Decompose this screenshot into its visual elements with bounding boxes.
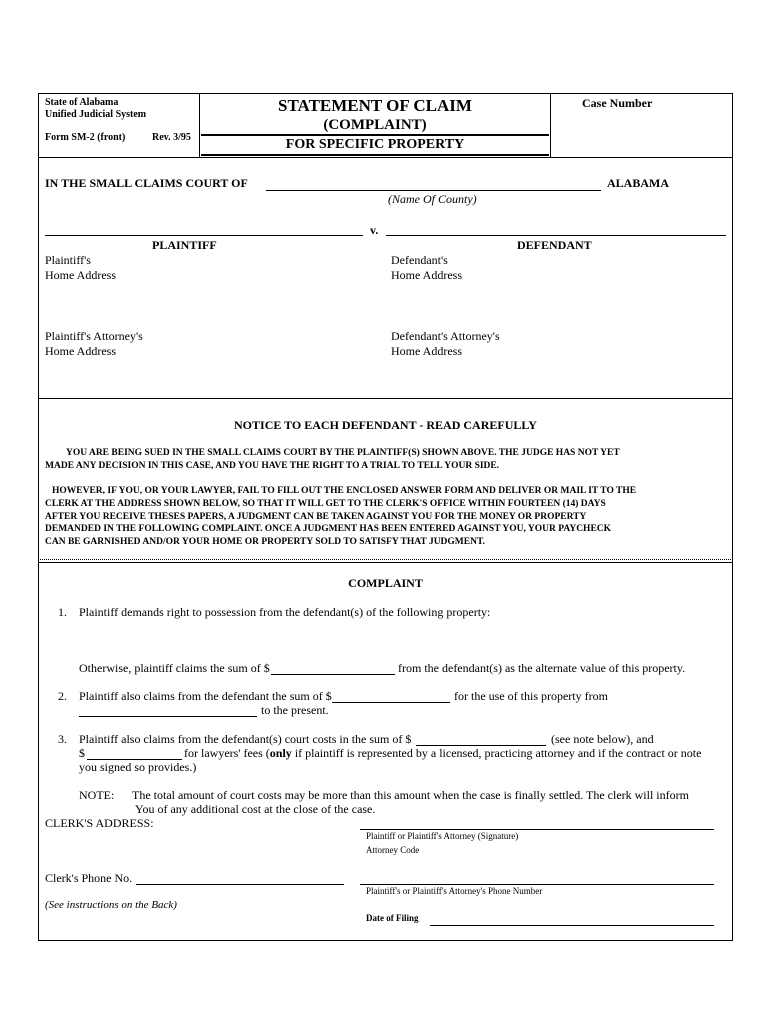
item3-text-c: for lawyers' fees (	[184, 746, 270, 760]
item2-text-b: for the use of this property from	[454, 689, 608, 703]
item3-text-e: you signed so provides.)	[79, 760, 197, 774]
plaintiff-phone-field[interactable]	[360, 884, 714, 885]
rev-label: Rev. 3/95	[152, 132, 191, 143]
signature-field[interactable]	[360, 829, 714, 830]
use-sum-field[interactable]	[332, 702, 450, 703]
form-subtitle: (COMPLAINT)	[323, 117, 427, 133]
notice-divider-2	[38, 562, 733, 563]
parties-divider	[38, 398, 733, 399]
clerk-phone-label: Clerk's Phone No.	[45, 871, 133, 885]
item2-text-a: Plaintiff also claims from the defendant the sum of $	[79, 689, 332, 703]
case-number-label: Case Number	[582, 96, 653, 110]
notice-p2-line3: AFTER YOU RECEIVE THESES PAPERS, A JUDGMENT CAN BE TAKEN AGAINST YOU FOR THE MONEY OR PROPERTY	[45, 512, 587, 522]
attorney-code-caption: Attorney Code	[366, 845, 420, 855]
header-divider	[38, 157, 733, 158]
plaintiff-atty-label-1: Plaintiff's Attorney's	[45, 329, 143, 343]
system-label: Unified Judicial System	[45, 109, 147, 120]
signature-caption: Plaintiff or Plaintiff's Attorney (Signature)	[366, 831, 519, 841]
item3-text-d: if plaintiff is represented by a licensed, practicing attorney and if the contract or note	[291, 746, 702, 760]
notice-p2-line4: DEMANDED IN THE FOLLOWING COMPLAINT. ONCE A JUDGMENT HAS BEEN ENTERED AGAINST YOU, YOUR PAYCHECK	[45, 524, 612, 534]
form-title: STATEMENT OF CLAIM	[278, 96, 472, 115]
plaintiff-name-field[interactable]	[45, 235, 363, 236]
notice-p1-line1: YOU ARE BEING SUED IN THE SMALL CLAIMS COURT BY THE PLAINTIFF(S) SHOWN ABOVE. THE JUDGE HAS NOT YET	[66, 448, 620, 458]
court-suffix: ALABAMA	[607, 176, 669, 190]
item3-number: 3.	[58, 732, 67, 746]
date-of-filing-field[interactable]	[430, 925, 714, 926]
notice-p2-line2: CLERK AT THE ADDRESS SHOWN BELOW, SO THAT IT WILL GET TO THE CLERK'S OFFICE WITHIN FOURTEEN (14) DAYS	[45, 499, 606, 509]
state-label: State of Alabama	[45, 97, 119, 108]
subtitle2-rule	[201, 154, 549, 156]
notice-p1-line2: MADE ANY DECISION IN THIS CASE, AND YOU HAVE THE RIGHT TO A TRIAL TO TELL YOUR SIDE.	[45, 461, 500, 471]
item3-dollar: $	[79, 746, 85, 760]
defendant-home-label-1: Defendant's	[391, 253, 448, 267]
plaintiff-home-label-2: Home Address	[45, 268, 116, 282]
notice-title: NOTICE TO EACH DEFENDANT - READ CAREFULLY	[234, 418, 537, 432]
item2-text-c: to the present.	[261, 703, 329, 717]
form-label: Form SM-2 (front)	[45, 132, 126, 143]
notice-p2-line1: HOWEVER, IF YOU, OR YOUR LAWYER, FAIL TO FILL OUT THE ENCLOSED ANSWER FORM AND DELIVER OR MAIL IT TO THE	[52, 486, 637, 496]
item3-only: only	[269, 746, 292, 760]
item3-fees-line	[184, 746, 701, 761]
otherwise-text-a: Otherwise, plaintiff claims the sum of $	[79, 661, 270, 675]
item3-text-a: Plaintiff also claims from the defendant(s) court costs in the sum of $	[79, 732, 412, 746]
note-label: NOTE:	[79, 788, 115, 802]
alternate-value-field[interactable]	[271, 674, 395, 675]
item1-number: 1.	[58, 605, 67, 619]
defendant-name-field[interactable]	[386, 235, 726, 236]
county-field[interactable]	[266, 190, 601, 191]
defendant-atty-label-2: Home Address	[391, 344, 462, 358]
plaintiff-home-label-1: Plaintiff's	[45, 253, 91, 267]
otherwise-text-b: from the defendant(s) as the alternate value of this property.	[398, 661, 686, 675]
notice-p2-line5: CAN BE GARNISHED AND/OR YOUR HOME OR PROPERTY SOLD TO SATISFY THAT JUDGMENT.	[45, 537, 485, 547]
plaintiff-atty-label-2: Home Address	[45, 344, 116, 358]
county-caption: (Name Of County)	[388, 192, 477, 206]
note-line1: The total amount of court costs may be more than this amount when the case is finally settled. The clerk will inform	[132, 788, 689, 802]
notice-divider	[38, 559, 733, 560]
see-instructions: (See instructions on the Back)	[45, 899, 177, 911]
plaintiff-label: PLAINTIFF	[152, 238, 217, 252]
clerk-phone-field[interactable]	[136, 884, 344, 885]
clerk-address-label: CLERK'S ADDRESS:	[45, 816, 154, 830]
item2-number: 2.	[58, 689, 67, 703]
item3-text-b: (see note below), and	[551, 732, 654, 746]
defendant-label: DEFENDANT	[517, 238, 592, 252]
subtitle-rule	[201, 134, 549, 136]
defendant-atty-label-1: Defendant's Attorney's	[391, 329, 500, 343]
use-from-date-field[interactable]	[79, 716, 257, 717]
form-subtitle-2: FOR SPECIFIC PROPERTY	[285, 137, 465, 152]
note-line2: You of any additional cost at the close of the case.	[135, 802, 376, 816]
item1-text: Plaintiff demands right to possession from the defendant(s) of the following property:	[79, 605, 491, 619]
date-of-filing-label: Date of Filing	[366, 913, 419, 923]
plaintiff-phone-caption: Plaintiff's or Plaintiff's Attorney's Phone Number	[366, 886, 543, 896]
court-prefix: IN THE SMALL CLAIMS COURT OF	[45, 176, 248, 190]
versus-label: v.	[370, 223, 379, 237]
complaint-title: COMPLAINT	[348, 576, 423, 590]
defendant-home-label-2: Home Address	[391, 268, 462, 282]
